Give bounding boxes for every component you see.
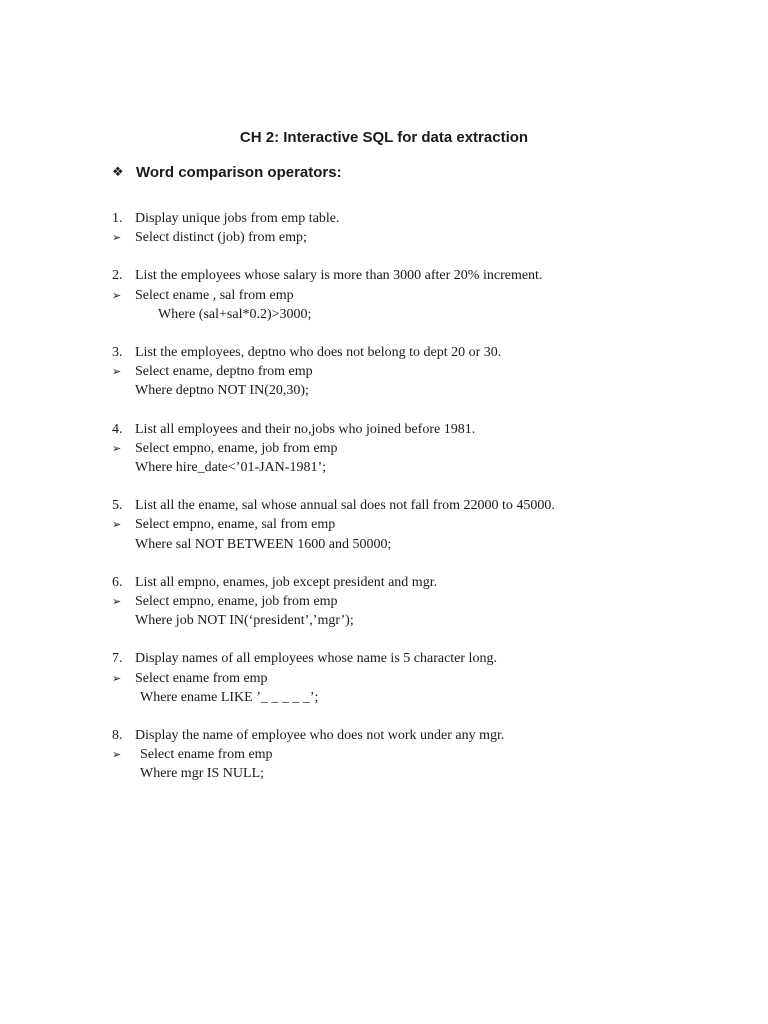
item-number: 5.	[112, 498, 123, 514]
answer-continuation	[112, 611, 712, 630]
answer-line	[112, 286, 712, 305]
question-text: List the employees whose salary is more than 3000 after 20% increment.	[135, 268, 543, 284]
answer-continuation	[112, 381, 712, 400]
question-line	[112, 649, 712, 668]
item-number: 4.	[112, 421, 123, 437]
sql-text: Where mgr IS NULL;	[140, 766, 265, 782]
item-number: 2.	[112, 268, 123, 284]
arrow-bullet-icon: ➢	[112, 748, 122, 762]
question-text: Display names of all employees whose name is 5 character long.	[135, 651, 497, 667]
arrow-bullet-icon: ➢	[112, 231, 122, 245]
question-line	[112, 266, 712, 285]
answer-line	[112, 515, 712, 534]
question-text: List all empno, enames, job except president and mgr.	[135, 574, 438, 590]
item-number: 7.	[112, 651, 123, 667]
page-title: CH 2: Interactive SQL for data extraction	[239, 129, 529, 146]
arrow-bullet-icon: ➢	[112, 441, 122, 455]
answer-continuation	[112, 305, 712, 324]
question-line	[112, 496, 712, 515]
sql-text: Select empno, ename, sal from emp	[135, 517, 336, 533]
sql-text: Where job NOT IN(‘president’,’mgr’);	[135, 613, 354, 629]
list-item	[112, 649, 712, 707]
sql-text: Where deptno NOT IN(20,30);	[135, 383, 309, 399]
sql-text: Where (sal+sal*0.2)>3000;	[158, 306, 312, 322]
arrow-bullet-icon: ➢	[112, 671, 122, 685]
list-item	[112, 573, 712, 631]
answer-line	[112, 669, 712, 688]
question-line	[112, 573, 712, 592]
list-item	[112, 496, 712, 554]
sql-text: Select empno, ename, job from emp	[135, 440, 338, 456]
sql-text: Where ename LIKE ’_ _ _ _ _’;	[140, 689, 319, 705]
arrow-bullet-icon: ➢	[112, 365, 122, 379]
question-list	[112, 209, 712, 803]
answer-line	[112, 745, 712, 764]
item-number: 8.	[112, 728, 123, 744]
section-heading-text: Word comparison operators:	[136, 164, 342, 181]
answer-line	[112, 592, 712, 611]
sql-text: Select distinct (job) from emp;	[135, 230, 307, 246]
item-number: 6.	[112, 574, 123, 590]
sql-text: Select ename , sal from emp	[135, 287, 294, 303]
answer-continuation	[112, 764, 712, 783]
answer-continuation	[112, 688, 712, 707]
diamond-bullet-icon: ❖	[112, 165, 124, 180]
list-item	[112, 343, 712, 401]
question-text: Display unique jobs from emp table.	[135, 211, 340, 226]
arrow-bullet-icon: ➢	[112, 288, 122, 302]
arrow-bullet-icon: ➢	[112, 595, 122, 609]
question-line	[112, 726, 712, 745]
question-line	[112, 209, 712, 228]
question-line	[112, 343, 712, 362]
arrow-bullet-icon: ➢	[112, 518, 122, 532]
sql-text: Select ename, deptno from emp	[135, 364, 313, 380]
list-item	[112, 209, 712, 247]
sql-text: Select empno, ename, job from emp	[135, 594, 338, 610]
item-number: 3.	[112, 345, 123, 361]
list-item	[112, 420, 712, 478]
answer-line	[112, 362, 712, 381]
answer-continuation	[112, 458, 712, 477]
sql-text: Where hire_date<’01-JAN-1981’;	[135, 460, 326, 476]
list-item	[112, 266, 712, 324]
answer-line	[112, 439, 712, 458]
question-text: List all the ename, sal whose annual sal does not fall from 22000 to 45000.	[135, 498, 555, 514]
question-text: List all employees and their no,jobs who joined before 1981.	[135, 421, 476, 437]
answer-line	[112, 228, 712, 247]
section-heading	[112, 163, 342, 183]
question-text: List the employees, deptno who does not belong to dept 20 or 30.	[135, 345, 502, 361]
list-item	[112, 726, 712, 784]
question-text: Display the name of employee who does not work under any mgr.	[135, 728, 505, 744]
answer-continuation	[112, 535, 712, 554]
sql-text: Select ename from emp	[140, 747, 273, 763]
sql-text: Select ename from emp	[135, 670, 268, 686]
sql-text: Where sal NOT BETWEEN 1600 and 50000;	[135, 536, 392, 552]
item-number: 1.	[112, 211, 123, 226]
question-line	[112, 420, 712, 439]
